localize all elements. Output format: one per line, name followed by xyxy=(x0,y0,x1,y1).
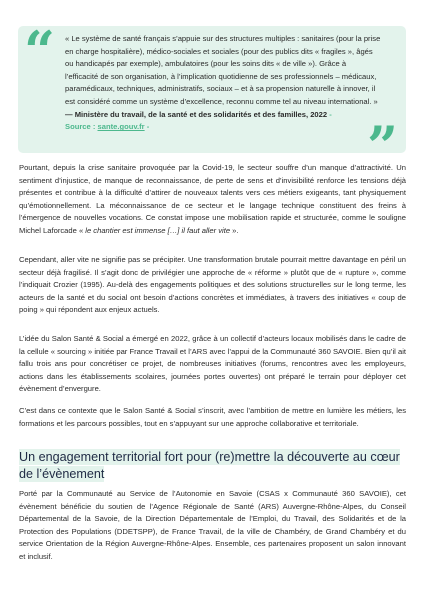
paragraph-5: Porté par la Communauté au Service de l’Autonomie en Savoie (CSAS x Communauté 360 SAVOIE), cet évènement bénéficie du soutien de l’Agence Régionale de Santé (ARS) Auvergne-Rhône-Alpes, du Conseil Départemental de la Savoie, de la Direction Départementale de l’Emploi, du Travail, des Solidarités et de la Protection des Populations (DDETSPP), de France Travail, de la ville de Chambéry, de Grand Chambéry et du service Orientation de la Région Auvergne-Rhône-Alpes. Ensemble, ces partenaires proposent un salon innovant et inclusif. xyxy=(19,489,406,561)
quote-source-end: - xyxy=(144,122,150,132)
quote-block xyxy=(65,33,381,134)
paragraph-1-text: Pourtant, depuis la crise sanitaire provoquée par la Covid-19, le secteur souffre d’un manque d’attractivité. Un sentiment d’injustice, de manque de reconnaissance, de perte de sens et d’invisibilité renforce les tensions déjà présentes et contribue à la difficulté d’attirer de nouveaux talents vers ces métiers exigeants, tant physiquement qu’émotionnellement. La méconnaissance de ce secteur et le langage technique constituent des freins à l’émergence de nouvelles vocations. Ce constat impose une mobilisation rapide et structurée, comme le souligne Michel Laforcade « xyxy=(19,163,406,235)
paragraph-1 xyxy=(19,162,406,237)
paragraph-1-end: ». xyxy=(230,225,239,235)
quote-box xyxy=(18,19,406,178)
quote-close-icon: ” xyxy=(366,114,398,178)
quote-source-link[interactable]: sante.gouv.fr xyxy=(97,122,145,132)
quote-source xyxy=(65,122,149,131)
paragraph-4: C’est dans ce contexte que le Salon Santé & Social s’inscrit, avec l’ambition de mettre en lumière les métiers, les formations et les parcours possibles, tout en s’appuyant sur une approche collaborative et territoriale. xyxy=(19,406,406,428)
section-heading-text: Un engagement territorial fort pour (re)mettre la découverte au cœur de l’évènement xyxy=(19,450,400,481)
paragraph-2: Cependant, aller vite ne signifie pas se précipiter. Une transformation brutale pourrait mettre davantage en péril un secteur déjà fragilisé. Il s’agit donc de privilégier une approche de « réforme » plutôt que de « rupture », comme l’indiquait Crozier (1995). Au-delà des engagements politiques et des solutions structurelles sur le long terme, les acteurs de la santé et du social ont besoin d’actions concrètes et immédiates, à travers des initiatives « coup de poing » qui répondent aux enjeux actuels. xyxy=(19,255,406,314)
paragraph-1-italic-quote: le chantier est immense […] il faut aller vite xyxy=(85,225,231,235)
quote-author: — Ministère du travail, de la santé et des solidarités et des familles, 2022 xyxy=(65,109,328,119)
quote-author-separator: - xyxy=(327,109,332,119)
paragraph-3: L’idée du Salon Santé & Social a émergé en 2022, grâce à un collectif d’acteurs locaux mobilisés dans le cadre de la cellule « sourcing » initiée par France Travail et l’ARS avec l’appui de la Communauté 360 SAVOIE. Bien qu’il ait fallu trois ans pour concrétiser ce projet, de nombreuses initiatives (forums, rencontres avec les employeurs, actions dans les établissements scolaires, journées portes ouvertes) ont préparé le terrain pour déployer cet évènement d’envergure. xyxy=(19,334,406,393)
quote-open-icon: “ xyxy=(24,19,56,83)
quote-source-label: Source : xyxy=(65,122,98,132)
quote-text: « Le système de santé français s’appuie sur des structures multiples : sanitaires (pour la prise en charge hospitalière), médico-sociales et sociales (pour des publics dits « fragiles », âgés ou handicapés par exemple), ambulatoires (pour les soins dits « de ville »). Grâce à l’efficacité de son organisation, à l’implication quotidienne de ses professionnels – médicaux, paramédicaux, techniques, administratifs, sociaux – et à sa propension naturelle à innover, il est considéré comme un système d’excellence, reconnu comme tel au niveau international. » xyxy=(65,34,381,106)
section-heading xyxy=(19,449,412,483)
